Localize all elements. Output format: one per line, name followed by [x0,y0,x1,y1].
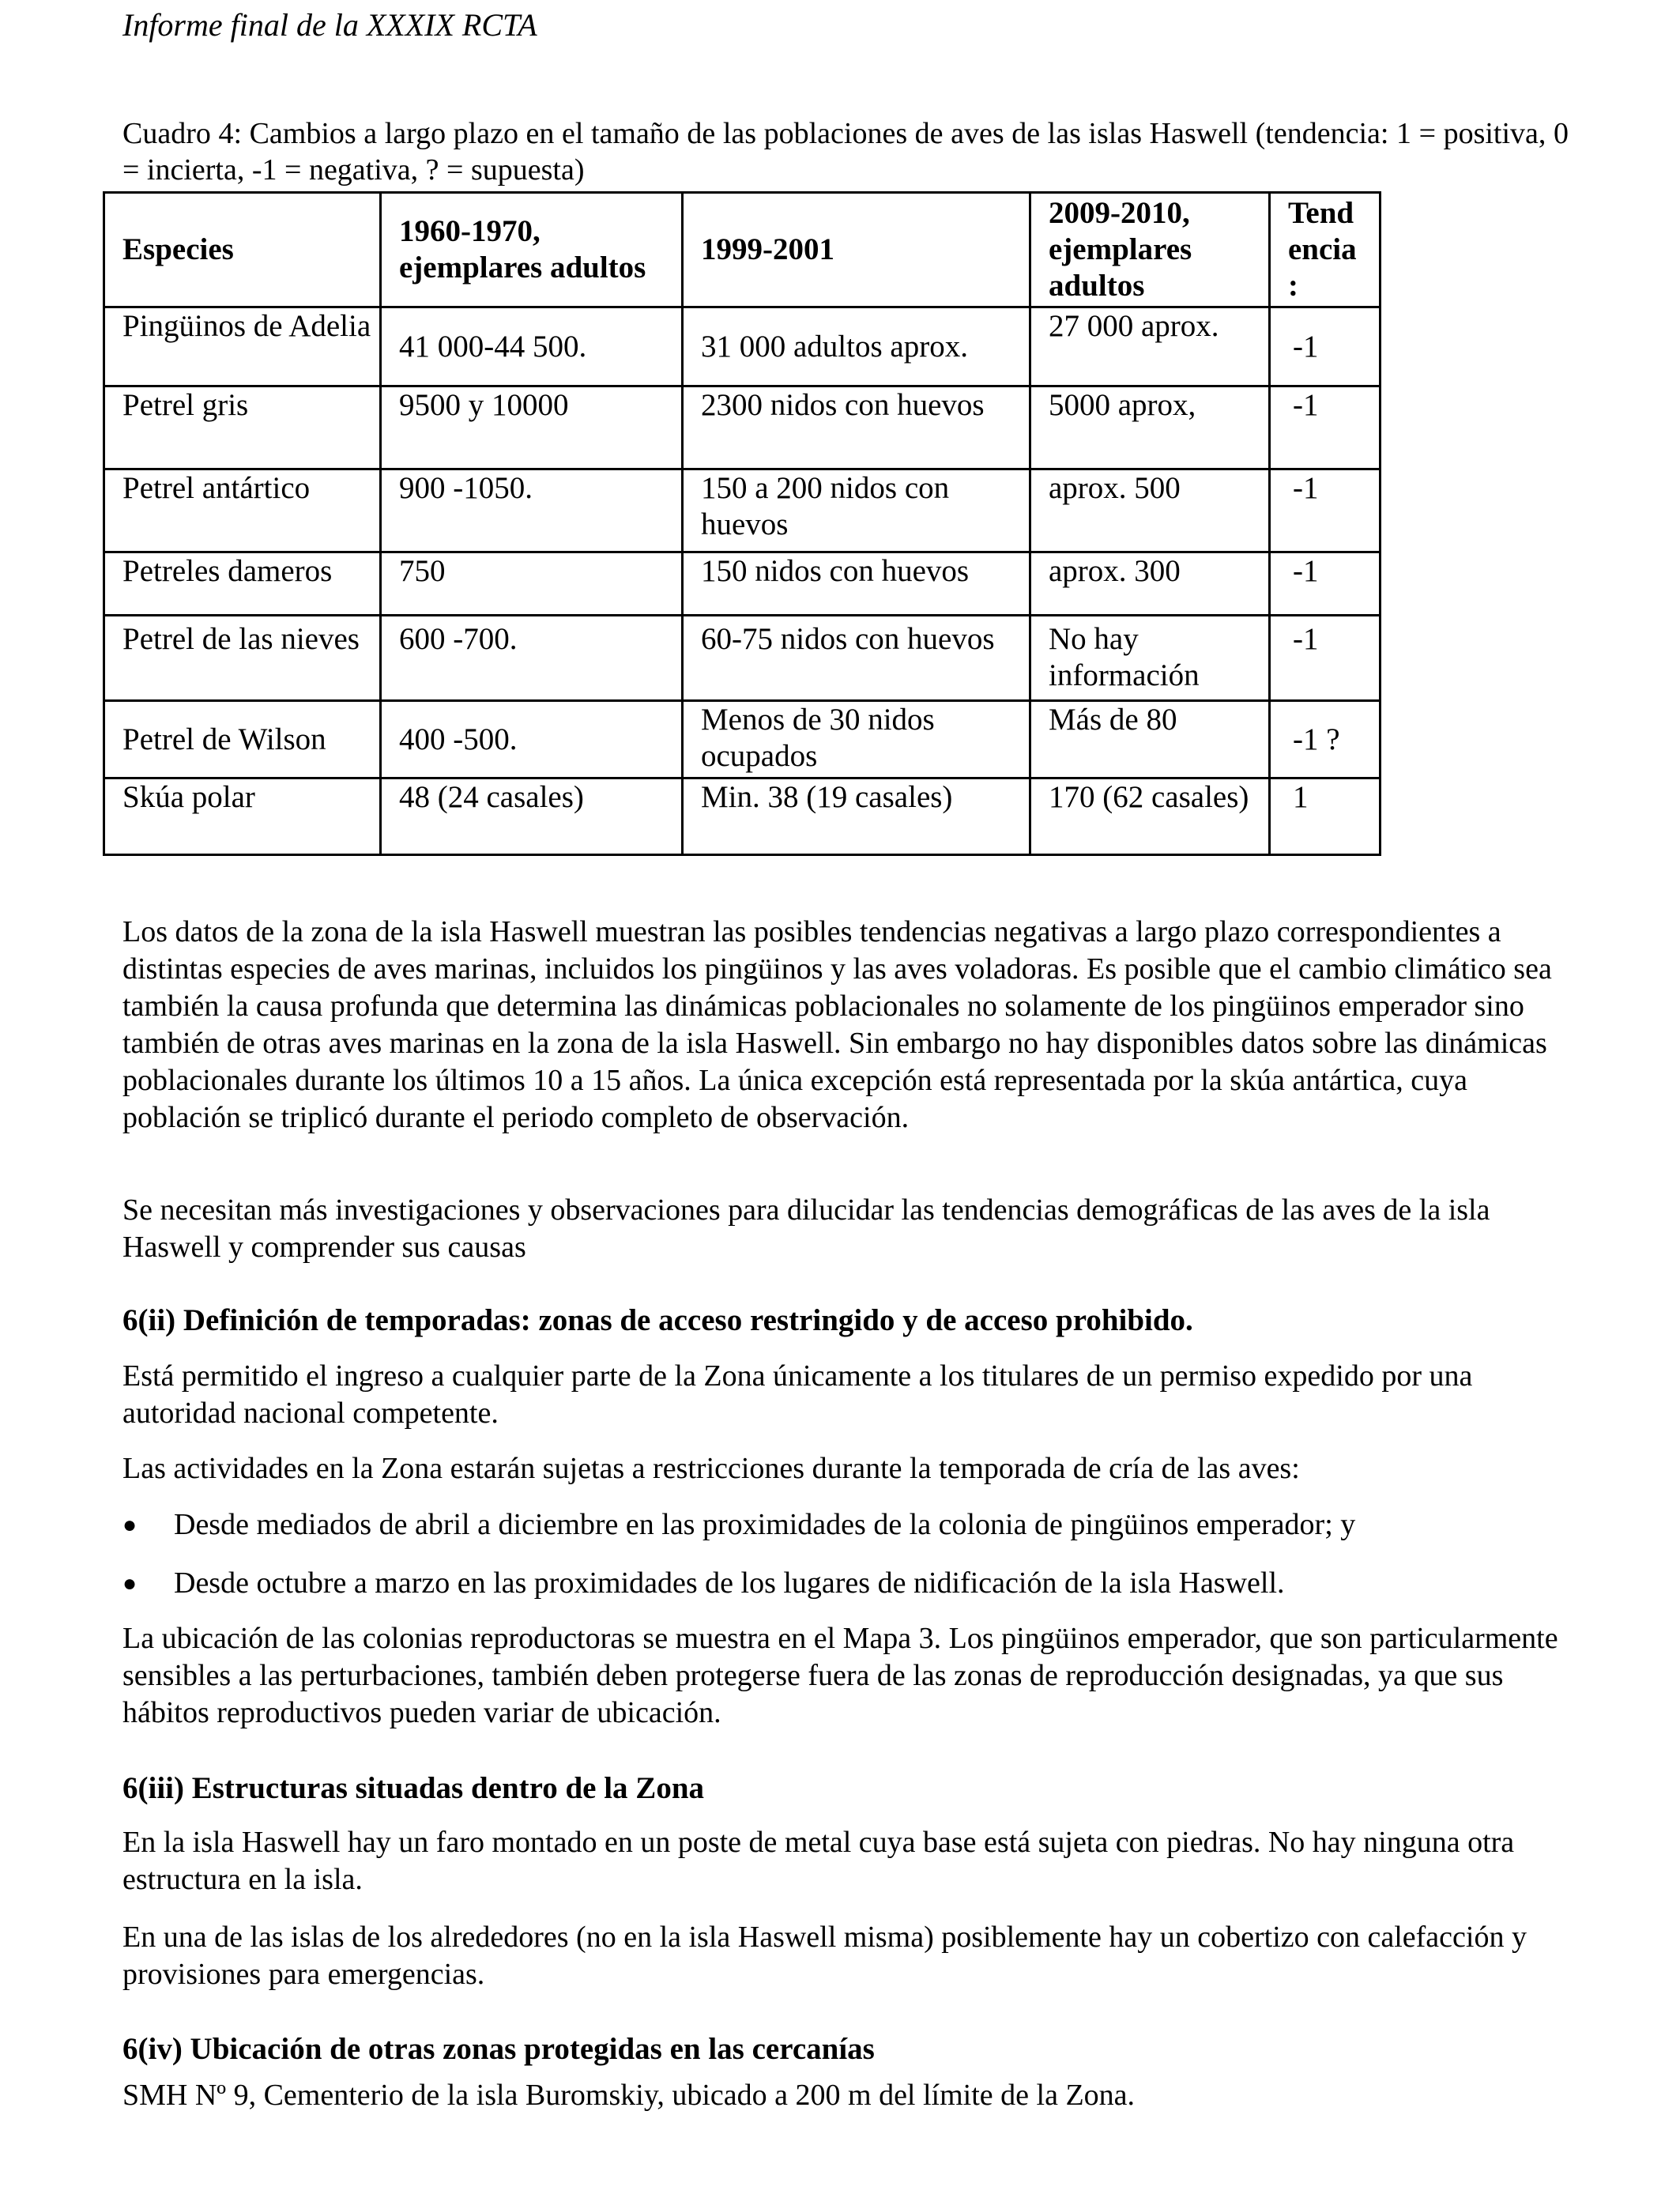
count-2009-cell: aprox. 500 [1030,469,1270,552]
count-2009-cell: 5000 aprox, [1030,386,1270,469]
count-1960-cell: 750 [381,552,683,616]
count-1960-cell: 900 -1050. [381,469,683,552]
table-row [104,386,1381,469]
paragraph-nearby-protected-area: SMH Nº 9, Cementerio de la isla Buromskiy, ubicado a 200 m del límite de la Zona. [122,2079,1136,2112]
count-1999-cell: Min. 38 (19 casales) [683,778,1030,855]
species-cell: Pingüinos de Adelia [104,307,381,386]
column-header-1999-2001: 1999-2001 [683,193,1030,307]
trend-cell: -1 ? [1270,701,1381,778]
count-2009-cell: Más de 80 [1030,701,1270,778]
paragraph-shelter: En una de las islas de los alrededores (no en la isla Haswell misma) posiblemente hay un cobertizo con calefacción y provisiones para emergencias. [122,1921,1527,1991]
table-row [104,616,1381,701]
count-1999-cell: Menos de 30 nidos ocupados [683,701,1030,778]
bullet-text: Desde mediados de abril a diciembre en las proximidades de la colonia de pingüinos emperador; y [174,1508,1356,1541]
count-1999-cell: 31 000 adultos aprox. [683,307,1030,386]
table-row [104,778,1381,855]
column-header-1960-1970: 1960-1970, ejemplares adultos [381,193,683,307]
species-cell: Petrel antártico [104,469,381,552]
count-2009-cell: 170 (62 casales) [1030,778,1270,855]
bullet-icon: ● [122,1570,137,1596]
trend-cell: 1 [1270,778,1381,855]
count-1999-cell: 60-75 nidos con huevos [683,616,1030,701]
count-1960-cell: 400 -500. [381,701,683,778]
column-header-2009-2010: 2009-2010, ejemplares adultos [1030,193,1270,307]
count-2009-cell: 27 000 aprox. [1030,307,1270,386]
table-row [104,552,1381,616]
count-1999-cell: 2300 nidos con huevos [683,386,1030,469]
species-cell: Petrel de las nieves [104,616,381,701]
section-heading-6ii: 6(ii) Definición de temporadas: zonas de acceso restringido y de acceso prohibido. [122,1303,1193,1337]
bullet-icon: ● [122,1512,137,1538]
column-header-species: Especies [104,193,381,307]
trend-cell: -1 [1270,552,1381,616]
bird-population-table [103,191,1381,856]
section-heading-6iii: 6(iii) Estructuras situadas dentro de la Zona [122,1771,705,1805]
table-caption: Cuadro 4: Cambios a largo plazo en el tamaño de las poblaciones de aves de las islas Haswell (tendencia: 1 = positiva, 0 = incierta, -1 = negativa, ? = supuesta) [122,117,1569,187]
column-header-trend: Tend encia : [1270,193,1381,307]
running-header: Informe final de la XXXIX RCTA [122,7,537,43]
species-cell: Skúa polar [104,778,381,855]
paragraph-restrictions: Las actividades en la Zona estarán sujetas a restricciones durante la temporada de cría de las aves: [122,1452,1300,1485]
trend-cell: -1 [1270,616,1381,701]
table-row [104,701,1381,778]
trend-cell: -1 [1270,386,1381,469]
count-1960-cell: 48 (24 casales) [381,778,683,855]
count-2009-cell: No hay información [1030,616,1270,701]
count-2009-cell: aprox. 300 [1030,552,1270,616]
section-heading-6iv: 6(iv) Ubicación de otras zonas protegidas en las cercanías [122,2032,875,2066]
species-cell: Petreles dameros [104,552,381,616]
table-row [104,307,1381,386]
paragraph-research-needed: Se necesitan más investigaciones y observaciones para dilucidar las tendencias demográficas de las aves de la isla Haswell y comprender sus causas [122,1193,1490,1264]
count-1960-cell: 41 000-44 500. [381,307,683,386]
count-1999-cell: 150 a 200 nidos con huevos [683,469,1030,552]
bullet-text: Desde octubre a marzo en las proximidades de los lugares de nidificación de la isla Haswell. [174,1566,1285,1600]
trend-cell: -1 [1270,307,1381,386]
count-1999-cell: 150 nidos con huevos [683,552,1030,616]
table-header-row [104,193,1381,307]
paragraph-colony-location: La ubicación de las colonias reproductoras se muestra en el Mapa 3. Los pingüinos emperador, que son particularmente sensibles a las perturbaciones, también deben protegerse fuera de las zonas de reproducción designadas, ya que sus hábitos reproductivos pueden variar de ubicación. [122,1622,1558,1729]
species-cell: Petrel de Wilson [104,701,381,778]
species-cell: Petrel gris [104,386,381,469]
paragraph-access-permit: Está permitido el ingreso a cualquier parte de la Zona únicamente a los titulares de un permiso expedido por una autoridad nacional competente. [122,1359,1473,1430]
count-1960-cell: 600 -700. [381,616,683,701]
paragraph-population-trends: Los datos de la zona de la isla Haswell muestran las posibles tendencias negativas a largo plazo correspondientes a distintas especies de aves marinas, incluidos los pingüinos y las aves voladoras. Es posible que el cambio climático sea también la causa profunda que determina las dinámicas poblacionales no solamente de los pingüinos emperador sino también de otras aves marinas en la zona de la isla Haswell. Sin embargo no hay disponibles datos sobre las dinámicas poblacionales durante los últimos 10 a 15 años. La única excepción está representada por la skúa antártica, cuya población se triplicó durante el periodo completo de observación. [122,915,1552,1134]
paragraph-lighthouse: En la isla Haswell hay un faro montado en un poste de metal cuya base está sujeta con piedras. No hay ninguna otra estructura en la isla. [122,1826,1515,1896]
table-row [104,469,1381,552]
count-1960-cell: 9500 y 10000 [381,386,683,469]
trend-cell: -1 [1270,469,1381,552]
